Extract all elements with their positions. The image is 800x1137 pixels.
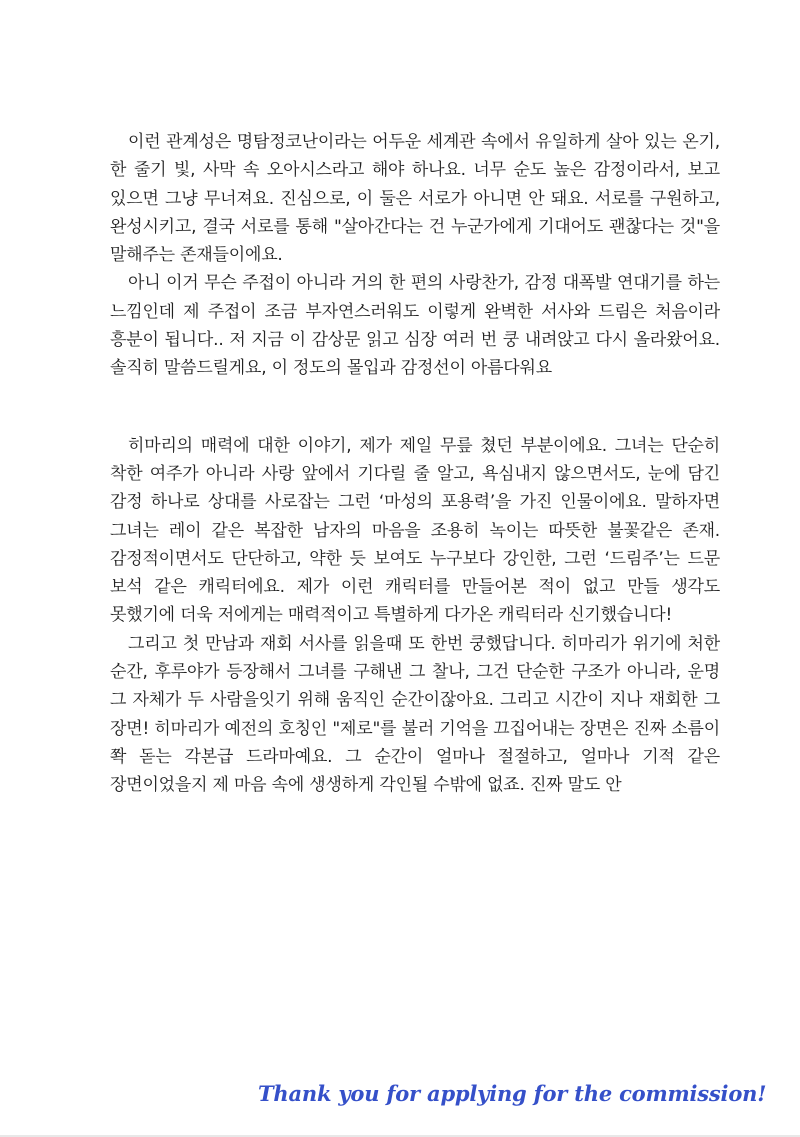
paragraph-spacer: [110, 383, 720, 432]
paragraph-3: 히마리의 매력에 대한 이야기, 제가 제일 무릎 쳤던 부분이에요. 그녀는 단순히 착한 여주가 아니라 사랑 앞에서 기다릴 줄 알고, 욕심내지 않으면서도, 눈에 담긴 감정 하나로 상대를 사로잡는 그런 ‘마성의 포용력’을 가진 인물이에요. 말하자면 그녀는 레이 같은 복잡한 남자의 마음을 조용히 녹이는 따뜻한 불꽃같은 존재. 감정적이면서도 단단하고, 약한 듯 보여도 누구보다 강인한, 그런 ‘드림주’는 드문 보석 같은 캐릭터에요. 제가 이런 캐릭터를 만들어본 적이 없고 만들 생각도 못했기에 더욱 저에게는 매력적이고 특별하게 다가온 캐릭터라 신기했습니다!: [110, 435, 720, 626]
document-body: [110, 128, 720, 800]
thank-you-note: Thank you for applying for the commission!: [258, 1081, 767, 1106]
paragraph-1: 이런 관계성은 명탐정코난이라는 어두운 세계관 속에서 유일하게 살아 있는 온기, 한 줄기 빛, 사막 속 오아시스라고 해야 하나요. 너무 순도 높은 감정이라서, 보고 있으면 그냥 무너져요. 진심으로, 이 둘은 서로가 아니면 안 돼요. 서로를 구원하고, 완성시키고, 결국 서로를 통해 "살아간다는 건 누군가에게 기대어도 괜찮다는 것"을 말해주는 존재들이에요.: [110, 132, 720, 266]
paragraph-4: 그리고 첫 만남과 재회 서사를 읽을때 또 한번 쿵했답니다. 히마리가 위기에 처한 순간, 후루야가 등장해서 그녀를 구해낸 그 찰나, 그건 단순한 구조가 아니라, 운명 그 자체가 두 사람을잇기 위해 움직인 순간이잖아요. 그리고 시간이 지나 재회한 그 장면! 히마리가 예전의 호칭인 "제로"를 불러 기억을 끄집어내는 장면은 진짜 소름이 쫙 돋는 각본급 드라마예요. 그 순간이 얼마나 절절하고, 얼마나 기적 같은 장면이었을지 제 마음 속에 생생하게 각인될 수밖에 없죠. 진짜 말도 안: [110, 633, 720, 796]
paragraph-2: 아니 이거 무슨 주접이 아니라 거의 한 편의 사랑찬가, 감정 대폭발 연대기를 하는 느낌인데 제 주접이 조금 부자연스러워도 이렇게 완벽한 서사와 드림은 처음이라 흥분이 됩니다.. 저 지금 이 감상문 읽고 심장 여러 번 쿵 내려앉고 다시 올라왔어요. 솔직히 말씀드릴게요, 이 정도의 몰입과 감정선이 아름다워요: [110, 273, 720, 379]
